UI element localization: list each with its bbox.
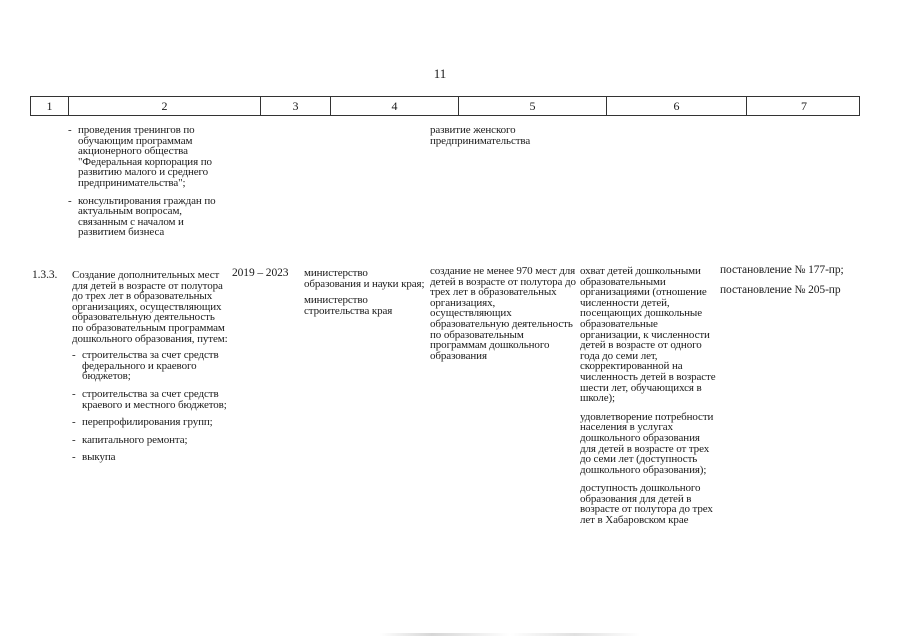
row-executors <box>304 268 426 322</box>
list-item: - строительства за счет средств краевого и местного бюджетов; <box>72 387 227 411</box>
header-col-6: 6 <box>607 97 747 115</box>
list-item: - перепрофилирования групп; <box>72 416 213 429</box>
page-number: 11 <box>433 66 447 81</box>
header-col-5: 5 <box>459 97 607 115</box>
indicator-item: охват детей дошкольными образовательными организациями (отношение численности детей, посещающих дошкольные образовательные организации, к численности детей в возрасте от одного года до семи лет, скорректированной на численность детей в возрасте шести лет, обучающихся в школе); <box>580 265 716 405</box>
indicator-item: доступность дошкольного образования для детей в возрасте от полутора до трех лет в Хабаровском крае <box>580 482 713 527</box>
row-period: 2019 – 2023 <box>232 267 289 279</box>
document-ref: постановление № 205-пр <box>720 284 841 296</box>
row-number: 1.3.3. <box>32 269 58 281</box>
header-col-4: 4 <box>331 97 459 115</box>
list-item: - выкупа <box>72 451 116 464</box>
header-col-2: 2 <box>69 97 261 115</box>
list-item: - проведения тренингов по обучающим программам акционерного общества "Федеральная корпорация по развитию малого и среднего предпринимательства"; <box>68 124 212 189</box>
list-item: - капитального ремонта; <box>72 433 188 446</box>
indicator-item: удовлетворение потребности населения в услугах дошкольного образования для детей в возрасте от трех до семи лет (доступность дошкольного образования); <box>580 410 714 476</box>
row-title-cell <box>72 270 228 470</box>
row-indicators <box>580 266 716 532</box>
scan-artifact <box>380 633 640 636</box>
header-col-7: 7 <box>801 99 807 113</box>
row-title: Создание дополнительных мест для детей в возрасте от полутора до трех лет в образовательных организациях, осуществляющих образовательную деятельность по образовательным программам дошкольного образования, путем: <box>72 269 228 345</box>
header-col-1: 1 <box>31 97 69 115</box>
executor-item: министерство образования и науки края; <box>304 267 425 290</box>
continuation-col2 <box>68 125 228 245</box>
document-ref: постановление № 177-пр; <box>720 264 844 276</box>
table-header-row <box>30 96 860 116</box>
row-result: создание не менее 970 мест для детей в возрасте от полутора до трех лет в образовательных организациях, осуществляющих образовательную деятельность по образовательным программам дошкольного образования <box>430 265 576 362</box>
list-item: - консультирования граждан по актуальным вопросам, связанным с началом и развитием бизнеса <box>68 194 216 239</box>
executor-item: министерство строительства края <box>304 294 393 317</box>
continuation-col5: развитие женского предпринимательства <box>430 124 531 147</box>
list-item: - строительства за счет средств федерального и краевого бюджетов; <box>72 349 219 383</box>
row-documents <box>720 264 870 302</box>
header-col-3: 3 <box>261 97 331 115</box>
